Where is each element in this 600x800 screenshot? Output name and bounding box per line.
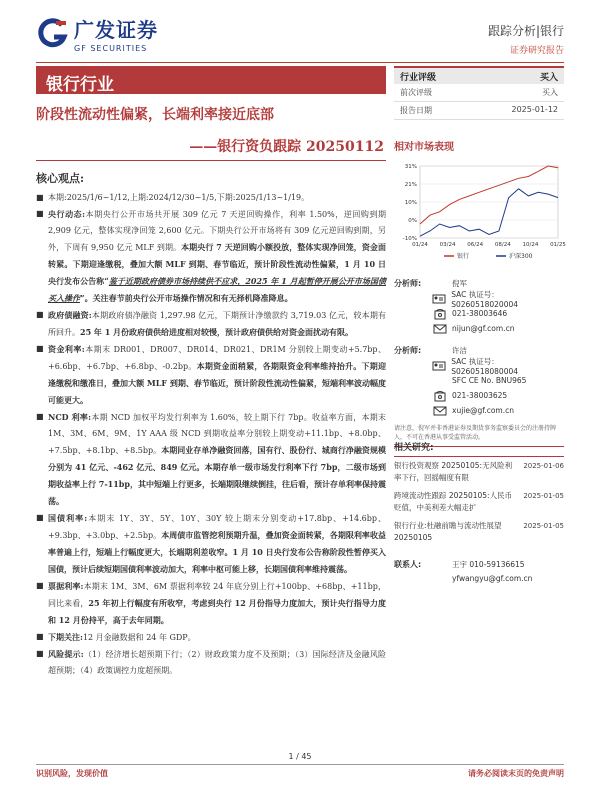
bullet-dot: ■ xyxy=(36,310,44,319)
phone-icon xyxy=(428,390,452,402)
bullet-text: 本期末 1M、3M、6M 票据利率较 24 年底分别上行+100bp、+68bp、+11bp，同比来看， xyxy=(48,582,386,608)
chart-legend-label: 沪深300 xyxy=(509,253,533,260)
title-divider xyxy=(36,160,386,161)
analysts-panel xyxy=(394,276,564,447)
rating-row xyxy=(394,102,564,120)
bullet-text: 12 月金融数据和 24 年 GDP。 xyxy=(82,633,196,642)
analyst-phone-row xyxy=(394,388,564,403)
rating-row-label: 报告日期 xyxy=(400,106,432,115)
analyst-role: 分析师: xyxy=(394,279,422,288)
footer-disclaimer[interactable]: 请务必阅读末页的免责声明 xyxy=(468,769,564,778)
bullet-period xyxy=(36,190,386,206)
chart-series-line-1 xyxy=(420,189,558,236)
performance-title: 相对市场表现 xyxy=(394,142,454,153)
bullet-bold-text: 25 年 1 月份政府债供给进度相对较慢，预计政府债供给对资金面扰动有限。 xyxy=(80,327,354,337)
bullet-bold-text: 25 年初上行幅度有所收窄，考虑到央行 12 月份指导力度加大，预计央行指导力度和 12 月份持平，高于去年同期。 xyxy=(48,598,386,625)
cert-icon xyxy=(428,294,452,304)
bullet-text: 本期:2025/1/6~1/12,上期:2024/12/30~1/5,下期:2025/1/13~1/19。 xyxy=(48,193,310,202)
analyst-cert: SAC 执证号：S0260518020004 xyxy=(451,289,519,309)
report-subtitle: ——银行资负跟踪 20250112 xyxy=(189,139,384,155)
logo-text-cn: 广发证券 xyxy=(74,18,158,42)
report-type: 跟踪分析|银行 xyxy=(487,24,564,38)
chart-series-line-0 xyxy=(420,166,558,224)
header-report-info xyxy=(488,22,564,56)
chart-legend-label: 银行 xyxy=(457,253,470,260)
email-icon xyxy=(428,324,452,334)
bullet-dot: ■ xyxy=(36,209,44,218)
contact-block xyxy=(394,557,564,585)
analyst-email-row xyxy=(394,403,564,418)
related-item-title: 银行行业:杜融前瞻与流动性展望 20250105 xyxy=(394,521,502,542)
chart-y-tick-label: 10% xyxy=(404,200,417,206)
related-item-title: 银行投资观察 20250105:无风险利率下行，回摇幅度有限 xyxy=(394,461,513,482)
bullet-text: 本期 NCD 加权平均发行利率为 1.60%，较上期下行 7bp。收益率方面，本期末 1M、3M、6M、9M、1Y AAA 级 NCD 到期收益率分别较上期变动+11.1bp、+8.0bp、+7.5bp、+8.1bp、+8.5bp。 xyxy=(48,413,386,455)
bullet-dot: ■ xyxy=(36,513,44,522)
bullet-label: 风险提示: xyxy=(48,649,84,659)
chart-x-tick-label: 06/24 xyxy=(467,242,484,248)
related-head: 相关研究: xyxy=(394,438,564,457)
rating-row-value: 买入 xyxy=(542,88,558,97)
footer-slogan: 识别风险，发现价值 xyxy=(36,769,108,778)
chart-y-tick-label: 21% xyxy=(404,182,417,188)
related-research xyxy=(394,438,564,585)
related-item-date: 2025-01-05 xyxy=(523,522,564,530)
analyst-phone: 021-38003625 xyxy=(452,391,508,400)
analyst-name: 倪军 xyxy=(452,279,467,288)
gf-logo-icon xyxy=(36,19,68,49)
bullet-central-bank xyxy=(36,206,386,307)
analyst-phone: 021-38003646 xyxy=(452,309,508,318)
core-views-title: 核心观点: xyxy=(36,172,85,185)
bullet-text: 本期央行公开市场共开展 309 亿元 7 天逆回购操作，利率 1.50%，逆回购到期 2,909 亿元，整体实现净回笼 2,600 亿元。下期央行公开市场将有 309 亿元逆回购到期，另外，下周有 9,950 亿元 MLF 到期。 xyxy=(48,210,386,252)
bullet-bold-text: 本周债市监管挖利预期升温，叠加资金面转紧，各期限利率收益率普遍上行，短端上行幅度更大，长端期利差收窄。1 月 10 日央行发布公告称阶段性暂停买入国债，预计后续短期国债利率波动加大，利率中枢可能上移，长期国债利率维持震荡。 xyxy=(48,530,386,574)
performance-chart xyxy=(394,160,564,270)
analyst-name: 许洁 xyxy=(452,346,467,355)
bullet-gov-bond xyxy=(36,307,386,341)
header-divider xyxy=(36,62,564,63)
chart-x-tick-label: 01/25 xyxy=(550,242,566,248)
bullet-bold-text: ”。关注春节前央行公开市场操作情况和有无择机降准降息。 xyxy=(80,293,293,303)
industry-banner: 银行行业 xyxy=(36,66,386,94)
related-item-title: 跨境流动性跟踪 20250105:人民币贬值，中美利差大幅走扩 xyxy=(394,491,513,512)
main-content xyxy=(36,190,386,679)
analyst-email[interactable]: nijun@gf.com.cn xyxy=(452,324,515,333)
related-item-date: 2025-01-05 xyxy=(523,492,564,500)
report-title: 阶段性流动性偏紧，长端利率接近底部 xyxy=(36,107,274,123)
bullet-dot: ■ xyxy=(36,632,44,641)
related-item[interactable] xyxy=(394,487,564,517)
rating-head-label: 行业评级 xyxy=(400,72,437,83)
chart-y-tick-label: 0% xyxy=(408,218,417,224)
bullet-bold-text: 本期资金面稍紧，各期限资金利率维持抬升。下期迎逢缴税和缴准日，叠加大额 MLF 到期、春节临近，预计阶段性流动性偏紧，短端利率波动幅度可能更大。 xyxy=(48,361,387,405)
analyst-cert: SAC 执证号：S0260518080004 xyxy=(451,356,519,376)
analyst-email[interactable]: xujie@gf.com.cn xyxy=(452,406,514,415)
analyst-email-row xyxy=(394,321,564,336)
company-logo xyxy=(36,14,158,53)
contact-name: 王宇 010-59136615 xyxy=(452,559,525,569)
chart-x-tick-label: 10/24 xyxy=(522,242,539,248)
bullet-bold-text: 本期同业存单净融资回落，国有行、股份行、城商行净融资规模分别为 41 亿元、-462 亿元、849 亿元。本期存单一级市场发行利率下行 7bp，二级市场到期收益率上行 7-11bp，其中短端上行更多，长端期限继续倒挂，往后看，预计存单利率保持震荡。 xyxy=(48,445,386,506)
chart-x-tick-label: 03/24 xyxy=(439,242,456,248)
bullet-label: NCD 利率: xyxy=(48,412,92,422)
analyst-disclaimer: 请注意，倪军并非香港证券及期货事务监察委员会的注册持牌人，不可在香港从事受监管活动。 xyxy=(394,425,557,441)
bullet-ncd-rate xyxy=(36,409,386,510)
footer-divider xyxy=(36,764,564,765)
bullet-label: 票据利率: xyxy=(48,581,84,591)
bullet-bold-text: 本期央行 7 天逆回购小额投放，整体实现净回笼，资金面转紧。下期迎逢缴税，叠加大额 MLF 到期、春节临近，预计阶段性流动性偏紧，1 月 10 日央行发布公告称“ xyxy=(48,242,386,286)
page-header xyxy=(0,0,600,64)
contact-row xyxy=(394,557,564,571)
bullet-text: 本期政府债净融资 1,297.98 亿元，下期预计净缴款约 3,719.03 亿元，较本期有所回升。 xyxy=(48,311,387,337)
bullet-text: 本期末 DR001、DR007、DR014、DR021、DR1M 分别较上期变动+5.7bp、+6.6bp、+6.7bp、+6.8bp、-0.2bp。 xyxy=(48,345,386,371)
chart-x-tick-label: 08/24 xyxy=(494,242,511,248)
bullet-label: 下期关注: xyxy=(48,632,83,642)
bullet-dot: ■ xyxy=(36,581,44,590)
bullet-text: 本期末 1Y、3Y、5Y、10Y、30Y 较上期末分别变动+17.8bp、+14.6bp、+9.3bp、+3.0bp、+2.5bp。 xyxy=(48,514,387,540)
bullet-underline-text: 鉴于近期政府债券市场持续供不应求，2025 年 1 月起暂停开展公开市场国债买入操作 xyxy=(48,276,386,303)
bullet-dot: ■ xyxy=(36,193,44,202)
bullet-dot: ■ xyxy=(36,344,44,353)
related-item[interactable] xyxy=(394,457,564,487)
chart-y-tick-label: -10% xyxy=(402,236,417,242)
related-item-date: 2025-01-06 xyxy=(523,462,564,470)
bullet-label: 资金利率: xyxy=(48,344,85,354)
bullet-text: （1）经济增长超预期下行；（2）财政政策力度不及预期；（3）国际经济及金融风险超预期；（4）政策调控力度超预期。 xyxy=(48,650,386,675)
bullet-risk xyxy=(36,646,386,679)
bullet-dot: ■ xyxy=(36,649,44,658)
related-item[interactable] xyxy=(394,517,564,547)
analyst-cert-row xyxy=(394,356,564,376)
bullet-next-focus xyxy=(36,629,386,646)
contact-email[interactable]: yfwangyu@gf.com.cn xyxy=(452,573,533,583)
contact-email-row xyxy=(394,571,564,585)
bullet-label: 国债利率: xyxy=(48,513,88,523)
bullet-dot: ■ xyxy=(36,412,44,421)
page-number: 1 / 45 xyxy=(288,752,312,761)
bullet-label: 央行动态: xyxy=(48,209,86,219)
bullet-treasury-rate xyxy=(36,510,386,578)
rating-head-value: 买入 xyxy=(539,72,558,83)
analyst-cert-row xyxy=(394,289,564,309)
logo-text-en: GF SECURITIES xyxy=(74,44,148,53)
analyst-role: 分析师: xyxy=(394,346,422,355)
chart-x-tick-label: 01/24 xyxy=(412,242,428,248)
cert-icon xyxy=(428,361,452,371)
email-icon xyxy=(428,406,452,416)
analyst-cert2: SFC CE No. BNU965 xyxy=(452,376,527,385)
contact-label: 联系人: xyxy=(394,559,422,569)
rating-box xyxy=(394,66,564,120)
rating-row-value: 2025-01-12 xyxy=(511,105,558,114)
bullet-label: 政府债融资: xyxy=(48,310,92,320)
rating-row xyxy=(394,84,564,102)
bullet-funding-rate xyxy=(36,341,386,409)
report-subtype: 证券研究报告 xyxy=(509,46,564,56)
rating-head xyxy=(394,66,564,84)
rating-row-label: 前次评级 xyxy=(400,88,432,97)
phone-icon xyxy=(428,308,452,320)
chart-y-tick-label: 31% xyxy=(404,164,417,170)
bullet-bill-rate xyxy=(36,578,386,629)
